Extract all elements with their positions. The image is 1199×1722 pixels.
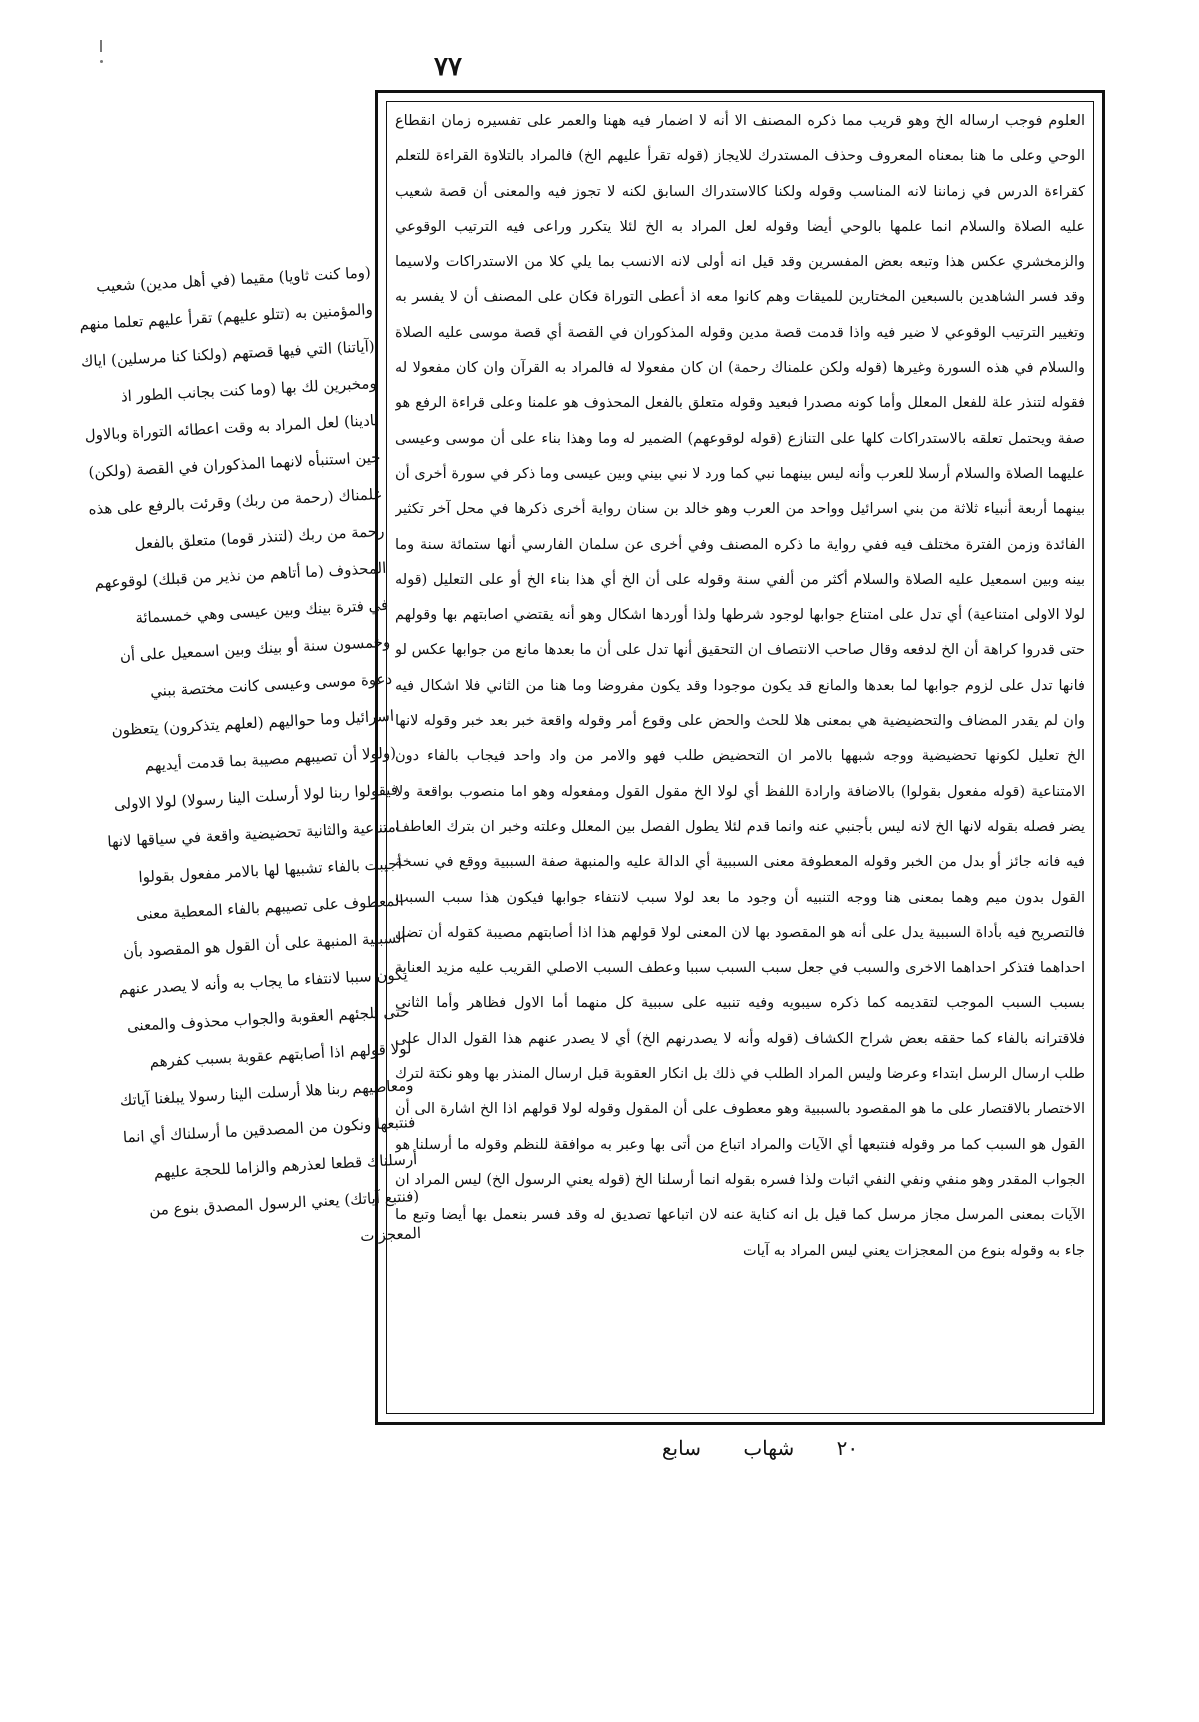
main-commentary-paragraph: العلوم فوجب ارساله الخ وهو قريب مما ذكره المصنف الا أنه لا اضمار فيه ههنا والعمر على تفسيره زمان انقطاع الوحي وعلى ما هنا بمعناه المعروف وحذف المستدرك للايجاز (قوله تقرأ عليهم الخ) فالمراد بالتلاوة القراءة للتعلم كقراءة الدرس في زماننا لانه المناسب وقوله ولكنا كالاستدراك السابق لكنه لا تجوز فيه والمعنى أن قصة شعيب عليه الصلاة والسلام انما علمها بالوحي أيضا وقوله لعل المراد به الخ لئلا يتكرر وراعى فيه الترتيب الوقوعي والزمخشري عكس هذا وتبعه بعض المفسرين وقد قيل انه أولى لانه الانسب بما يلي كلا من الاستدراكات ولاسيما وقد فسر الشاهدين بالسبعين المختارين للميقات وهم كانوا معه اذ أعطى التوراة فكان على المصنف أن لا يفسر به وتغيير الترتيب الوقوعي لا ضير فيه واذا قدمت قصة مدين وقوله المذكوران في القصة أي قصة موسى عليه الصلاة والسلام في هذه السورة وغيرها (قوله ولكن علمناك رحمة) ان كان مفعولا له فالمراد به القرآن وان كان مفعولا له فقوله لتنذر علة للفعل المعلل وأما كونه مصدرا فبعيد وقوله متعلق بالفعل المحذوف هو علمنا وعلى قراءة الرفع هو صفة ويحتمل تعلقه بالاستدراكات كلها على التنازع (قوله لوقوعهم) الضمير له وما وهذا بناء على أن موسى وعيسى عليهما الصلاة والسلام أرسلا للعرب وأنه ليس بينهما نبي كما ورد لا نبي بيني وبين عيسى وما ذكر في سورة أخرى أن بينهما أربعة أنبياء ثلاثة من بني اسرائيل وواحد من العرب وهو خالد بن سنان رواية أخرى ذكرها في محل آخر تكثير الفائدة وزمن الفترة مختلف فيه ففي رواية ما ذكره المصنف وفي أخرى عن سلمان الفارسي أنها ستمائة سنة وما بينه وبين اسمعيل عليه الصلاة والسلام أكثر من ألفي سنة وقوله على أن الخ أي هذا بناء الخ أو على التعليل (قوله لولا الاولى امتناعية) أي تدل على امتناع جوابها لوجود شرطها ولذا أوردها اشكال وهو أنه يقتضي اصابتهم بها وقولهم حتى قدروا كراهة أن الخ لدفعه وقال صاحب الانتصاف ان التحقيق أنها تدل على أن ما بعدها مانع من جوابها عكس لو فانها تدل على لزوم جوابها لما بعدها والمانع قد يكون موجودا وقد يكون مفروضا وما هنا من الثاني فلا اشكال فيه وان لم يقدر المضاف والتحضيضية هي بمعنى هلا للحث والحض على وقوع أمر وقوله واقعة خبر بعد خبر وقوله لانها الخ تعليل لكونها تحضيضية ووجه شبهها بالامر ان التحضيض طلب فهو والامر من واد واحد فيجاب بالفاء دون الامتناعية (قوله مفعول بقولوا) بالاضافة وارادة اللفظ أي لولا الخ مقول القول ومفعوله وهو اما منصوب بواقعة ولا يضر فصله بقوله لانها الخ لانه ليس بأجنبي عنه وانما قدم لئلا يطول الفصل بين المعلل وعلته وخبر ان بترك العاطف فيه فانه جائز أو بدل من الخبر وقوله المعطوفة معنى السببية أي الدالة عليه والمنبهة صفة السببية ووقع في نسخة القول بدون ميم وهما بمعنى هنا ووجه التنبيه أن وجود ما بعد لولا سبب لانتفاء جوابها فيكون هذا سبب السبب فالتصريح فيه بأداة السببية يدل على أنه هو المقصود بها لان المعنى لولا قولهم هذا اذا أصابتهم مصيبة كقوله أن تضل احداهما فتذكر احداهما الاخرى والسبب في جعل سبب السبب سببا وعطف السبب الاصلي القريب عليه مزيد العناية بسبب السبب الموجب لتقديمه كما ذكره سيبويه وفيه تنبيه على سببية كل منهما أما الاول فظاهر وأما الثاني فلاقترانه بالفاء كما حققه بعض شراح الكشاف (قوله وأنه لا يصدرنهم الخ) أي لا يصدر عنهم هذا القول الدال على طلب ارسال الرسل ابتداء وعرضا وليس المراد الطلب في ذلك بل انكار العقوبة قبل ارسال المنذر بها وهو نكتة لترك الاختصار بالاقتصار على ما هو المقصود بالسببية وهو معطوف على أن المقول وقوله لولا قولهم اذا الخ اشارة الى أن القول هو السبب كما مر وقوله فنتبعها أي الآيات والمراد اتباع من أتى بها وعبر به موافقة للنظم وقوله ما أرسلنا هو الجواب المقدر وهو منفي ونفي النفي اثبات ولذا فسره بقوله انما أرسلنا الخ (قوله يعني الرسول الخ) ليس المراد ان الآيات بمعنى المرسل مجاز مرسل كما قيل بل انه كناية عنه لان اتباعها تصديق له وقد فسر بنعمل بها أيضا وتبع ما جاء به وقوله بنوع من المعجزات يعني ليس المراد به آيات	[395, 113, 1085, 1259]
scan-dot	[100, 60, 103, 63]
margin-quran-paragraph: (وما كنت ثاويا) مقيما (في أهل مدين) شعيب والمؤمنين به (تتلو عليهم) تقرأ عليهم تعلما منهم (آياتنا) التي فيها قصتهم (ولكنا كنا مرسلين) اياك ومخبرين لك بها (وما كنت بجانب الطور اذ نادينا) لعل المراد به وقت اعطائه التوراة وبالاول حين استنبأه لانهما المذكوران في القصة (ولكن) علمناك (رحمة من ربك) وقرئت بالرفع على هذه رحمة من ربك (لتنذر قوما) متعلق بالفعل المحذوف (ما أتاهم من نذير من قبلك) لوقوعهم في فترة بينك وبين عيسى وهي خمسمائة وخمسون سنة أو بينك وبين اسمعيل على أن دعوة موسى وعيسى كانت مختصة ببني اسرائيل وما حواليهم (لعلهم يتذكرون) يتعظون (ولولا أن تصيبهم مصيبة بما قدمت أيديهم فيقولوا ربنا لولا أرسلت الينا رسولا) لولا الاولى امتناعية والثانية تحضيضية واقعة في سياقها لانها أجيبت بالفاء تشبيها لها بالامر مفعول بقولوا المعطوف على تصيبهم بالفاء المعطية معنى السببية المنبهة على أن القول هو المقصود بأن يكون سببا لانتفاء ما يجاب به وأنه لا يصدر عنهم حتى تلجئهم العقوبة والجواب محذوف والمعنى لولا قولهم اذا أصابتهم عقوبة بسبب كفرهم ومعاصيهم ربنا هلا أرسلت الينا رسولا يبلغنا آياتك فنتبعها ونكون من المصدقين ما أرسلناك أي انما أرسلناك قطعا لعذرهم والزاما للحجة عليهم (فنتبع آياتك) يعني الرسول المصدق بنوع من المعجزات	[79, 263, 422, 1246]
scan-mark	[100, 40, 102, 52]
page-number: ٧٧	[434, 52, 462, 82]
page-signature: ٢٠ شهاب سابع	[661, 1436, 859, 1460]
main-commentary-text	[395, 104, 1085, 1414]
margin-quran-text	[75, 254, 428, 1378]
